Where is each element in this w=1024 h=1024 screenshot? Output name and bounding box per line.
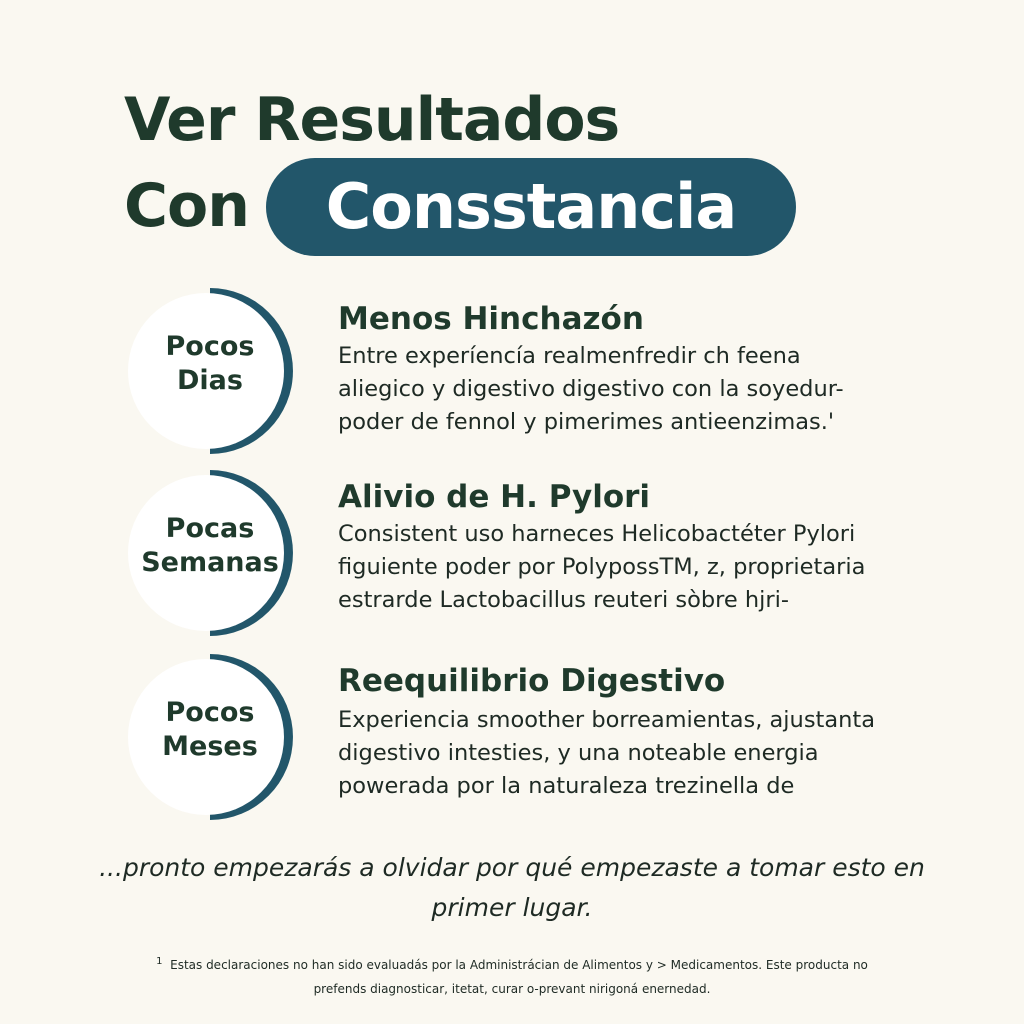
disclaimer-line2: prefends diagnosticar, itetat, curar o-prevant nirigoná enernedad. [313, 982, 711, 996]
timeline-step-time: Pocas Semanas [141, 513, 279, 578]
step-description: Entre experíencía realmenfredir ch feena aliegico y digestivo digestivo con la soyedur- poder de fennol y pimerimes antieenzimas.' [338, 343, 844, 435]
step-description: Consistent uso harneces Helicobactéter Pylori figuiente poder por PolypossTM, z, proprietaria estrarde Lactobacillus reuteri sòbre hjri- [338, 521, 866, 613]
closing-statement: ...pronto empezarás a olvidar por qué empezaste a tomar esto en primer lugar. [99, 853, 925, 922]
step-description: Experiencia smoother borreamientas, ajustanta digestivo intesties, y una noteable energia powerada por la naturaleza trezinella de [338, 707, 876, 799]
timeline-step-months [0, 652, 1024, 822]
page-title: Ver Resultados [124, 85, 620, 155]
timeline-step-time: Pocos Meses [162, 697, 258, 762]
timeline-step-weeks [0, 468, 1024, 638]
step-title: Alivio de H. Pylori [338, 479, 651, 515]
timeline-step-days [0, 286, 1024, 456]
disclaimer [70, 950, 954, 1001]
disclaimer-line1: Estas declaraciones no han sido evaluadás por la Administrácian de Alimentos y > Medicamentos. Este producta no [170, 958, 868, 972]
timeline-step-time: Pocos Dias [165, 331, 255, 396]
step-title: Reequilibrio Digestivo [338, 663, 726, 699]
step-title: Menos Hinchazón [338, 301, 644, 337]
title-prefix: Con [124, 171, 249, 241]
title-highlight-pill: Consstancia [266, 158, 796, 256]
footnote-marker: 1 [156, 956, 163, 967]
